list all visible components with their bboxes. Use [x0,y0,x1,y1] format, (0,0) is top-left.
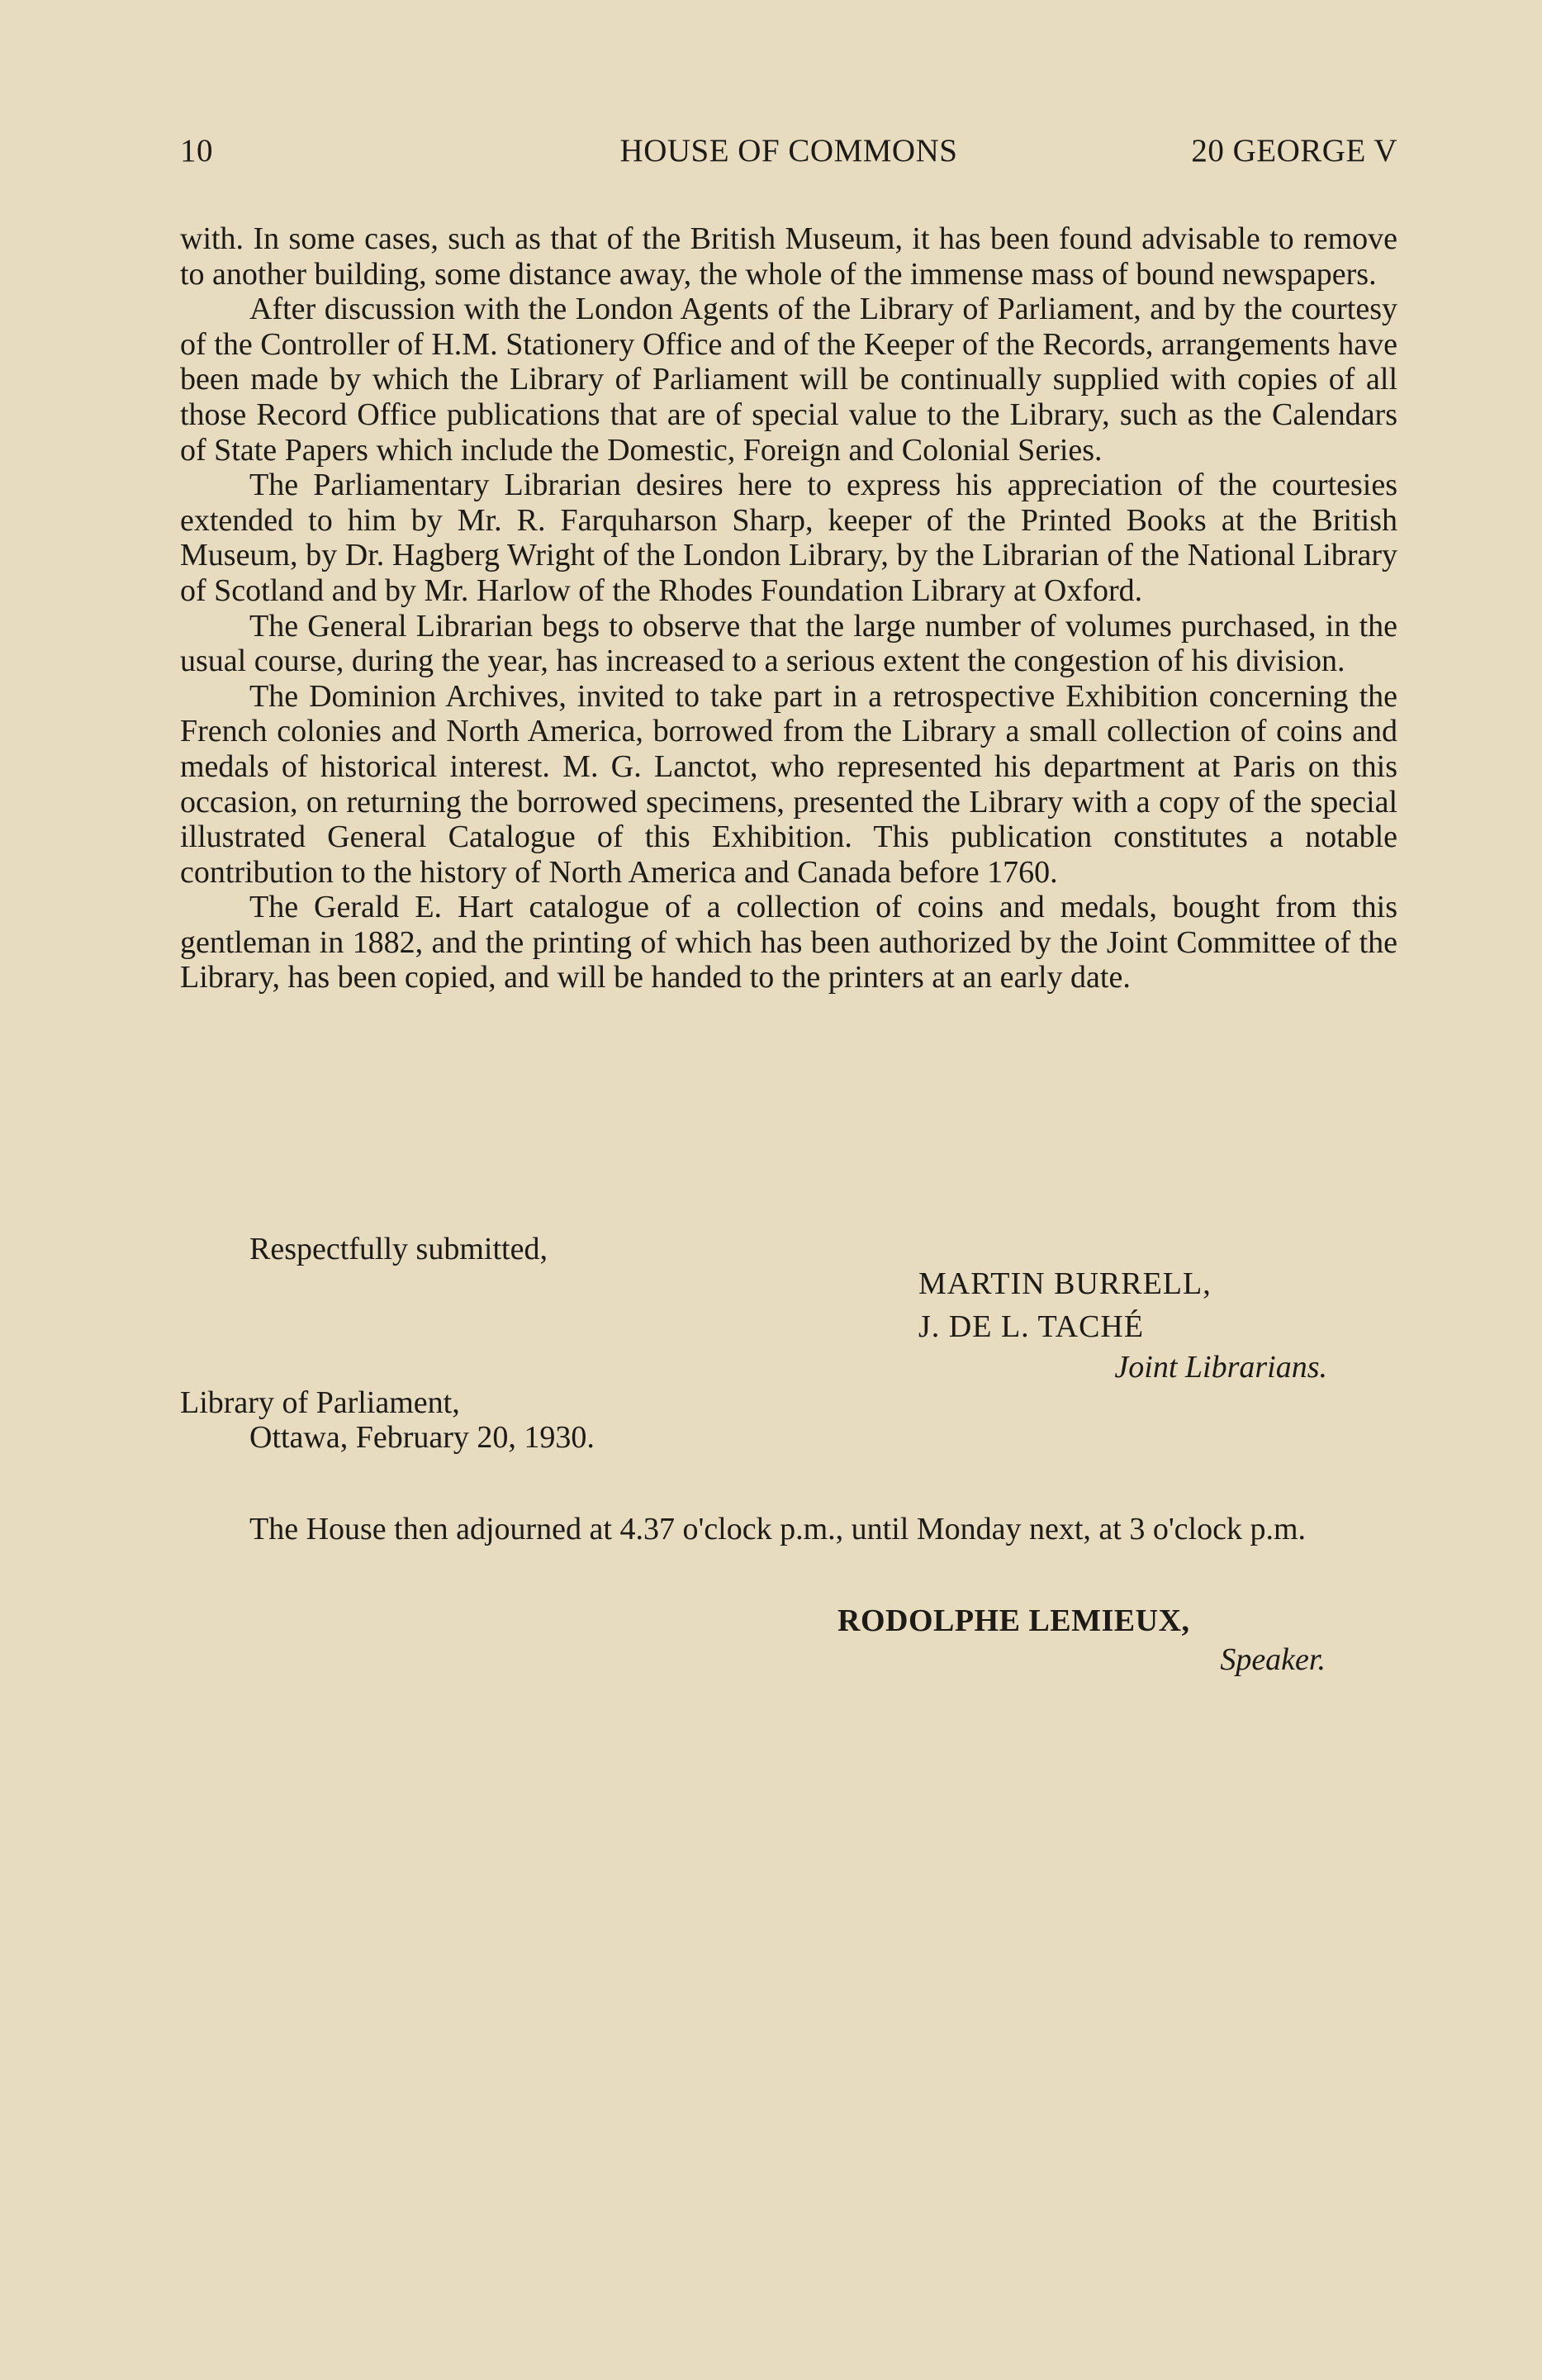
paragraph-2: After discussion with the London Agents of the Library of Parliament, and by the courtesy of the Controller of H.M. Stationery Office and of the Keeper of the Records, arrangements have been made by which the Library of Parliament will be continually supplied with copies of all those Record Office publications that are of special value to the Library, such as the Calendars of State Papers which include the Domestic, Foreign and Colonial Series. [180,292,1397,468]
respectfully-submitted: Respectfully submitted, [249,1232,548,1266]
running-head [180,132,1397,173]
running-head-title: HOUSE OF COMMONS [619,133,958,169]
adjournment-notice [180,1512,1389,1547]
paragraph-5: The Dominion Archives, invited to take part in a retrospective Exhibition concerning the French colonies and North America, borrowed from the Library a small collection of coins and medals of historical interest. M. G. Lanctot, who represented his department at Paris on this occasion, on returning the borrowed specimens, presented the Library with a copy of the special illustrated General Catalogue of this Exhibition. This publication constitutes a notable contribution to the history of North America and Canada before 1760. [180,678,1397,890]
place-line-1: Library of Parliament, [180,1385,460,1420]
regnal-year: 20 GEORGE V [1191,133,1397,169]
report-body [180,221,1397,995]
place-line-2: Ottawa, February 20, 1930. [249,1420,595,1455]
paragraph-3: The Parliamentary Librarian desires here to express his appreciation of the courtesies extended to him by Mr. R. Farquharson Sharp, keeper of the Printed Books at the British Museum, by Dr. Hagberg Wright of the London Library, by the Librarian of the National Library of Scotland and by Mr. Harlow of the Rhodes Foundation Library at Oxford. [180,468,1397,608]
speaker-title: Speaker. [1220,1642,1326,1677]
signer-martin-burrell: MARTIN BURRELL, [918,1266,1212,1301]
adjournment-text: The House then adjourned at 4.37 o'clock p.m., until Monday next, at 3 o'clock p.m. [249,1512,1307,1546]
paragraph-6: The Gerald E. Hart catalogue of a collection of coins and medals, bought from this gentleman in 1882, and the printing of which has been authorized by the Joint Committee of the Library, has been copied, and will be handed to the printers at an early date. [180,890,1397,995]
page-number: 10 [180,133,213,169]
signer-tache: J. DE L. TACHÉ [918,1309,1145,1344]
paragraph-4: The General Librarian begs to observe that the large number of volumes purchased, in the usual course, during the year, has increased to a serious extent the congestion of his division. [180,608,1397,679]
speaker-name: RODOLPHE LEMIEUX, [837,1603,1190,1638]
paragraph-1: with. In some cases, such as that of the British Museum, it has been found advisable to remove to another building, some distance away, the whole of the immense mass of bound newspapers. [180,221,1397,292]
signers-title: Joint Librarians. [1114,1350,1327,1385]
